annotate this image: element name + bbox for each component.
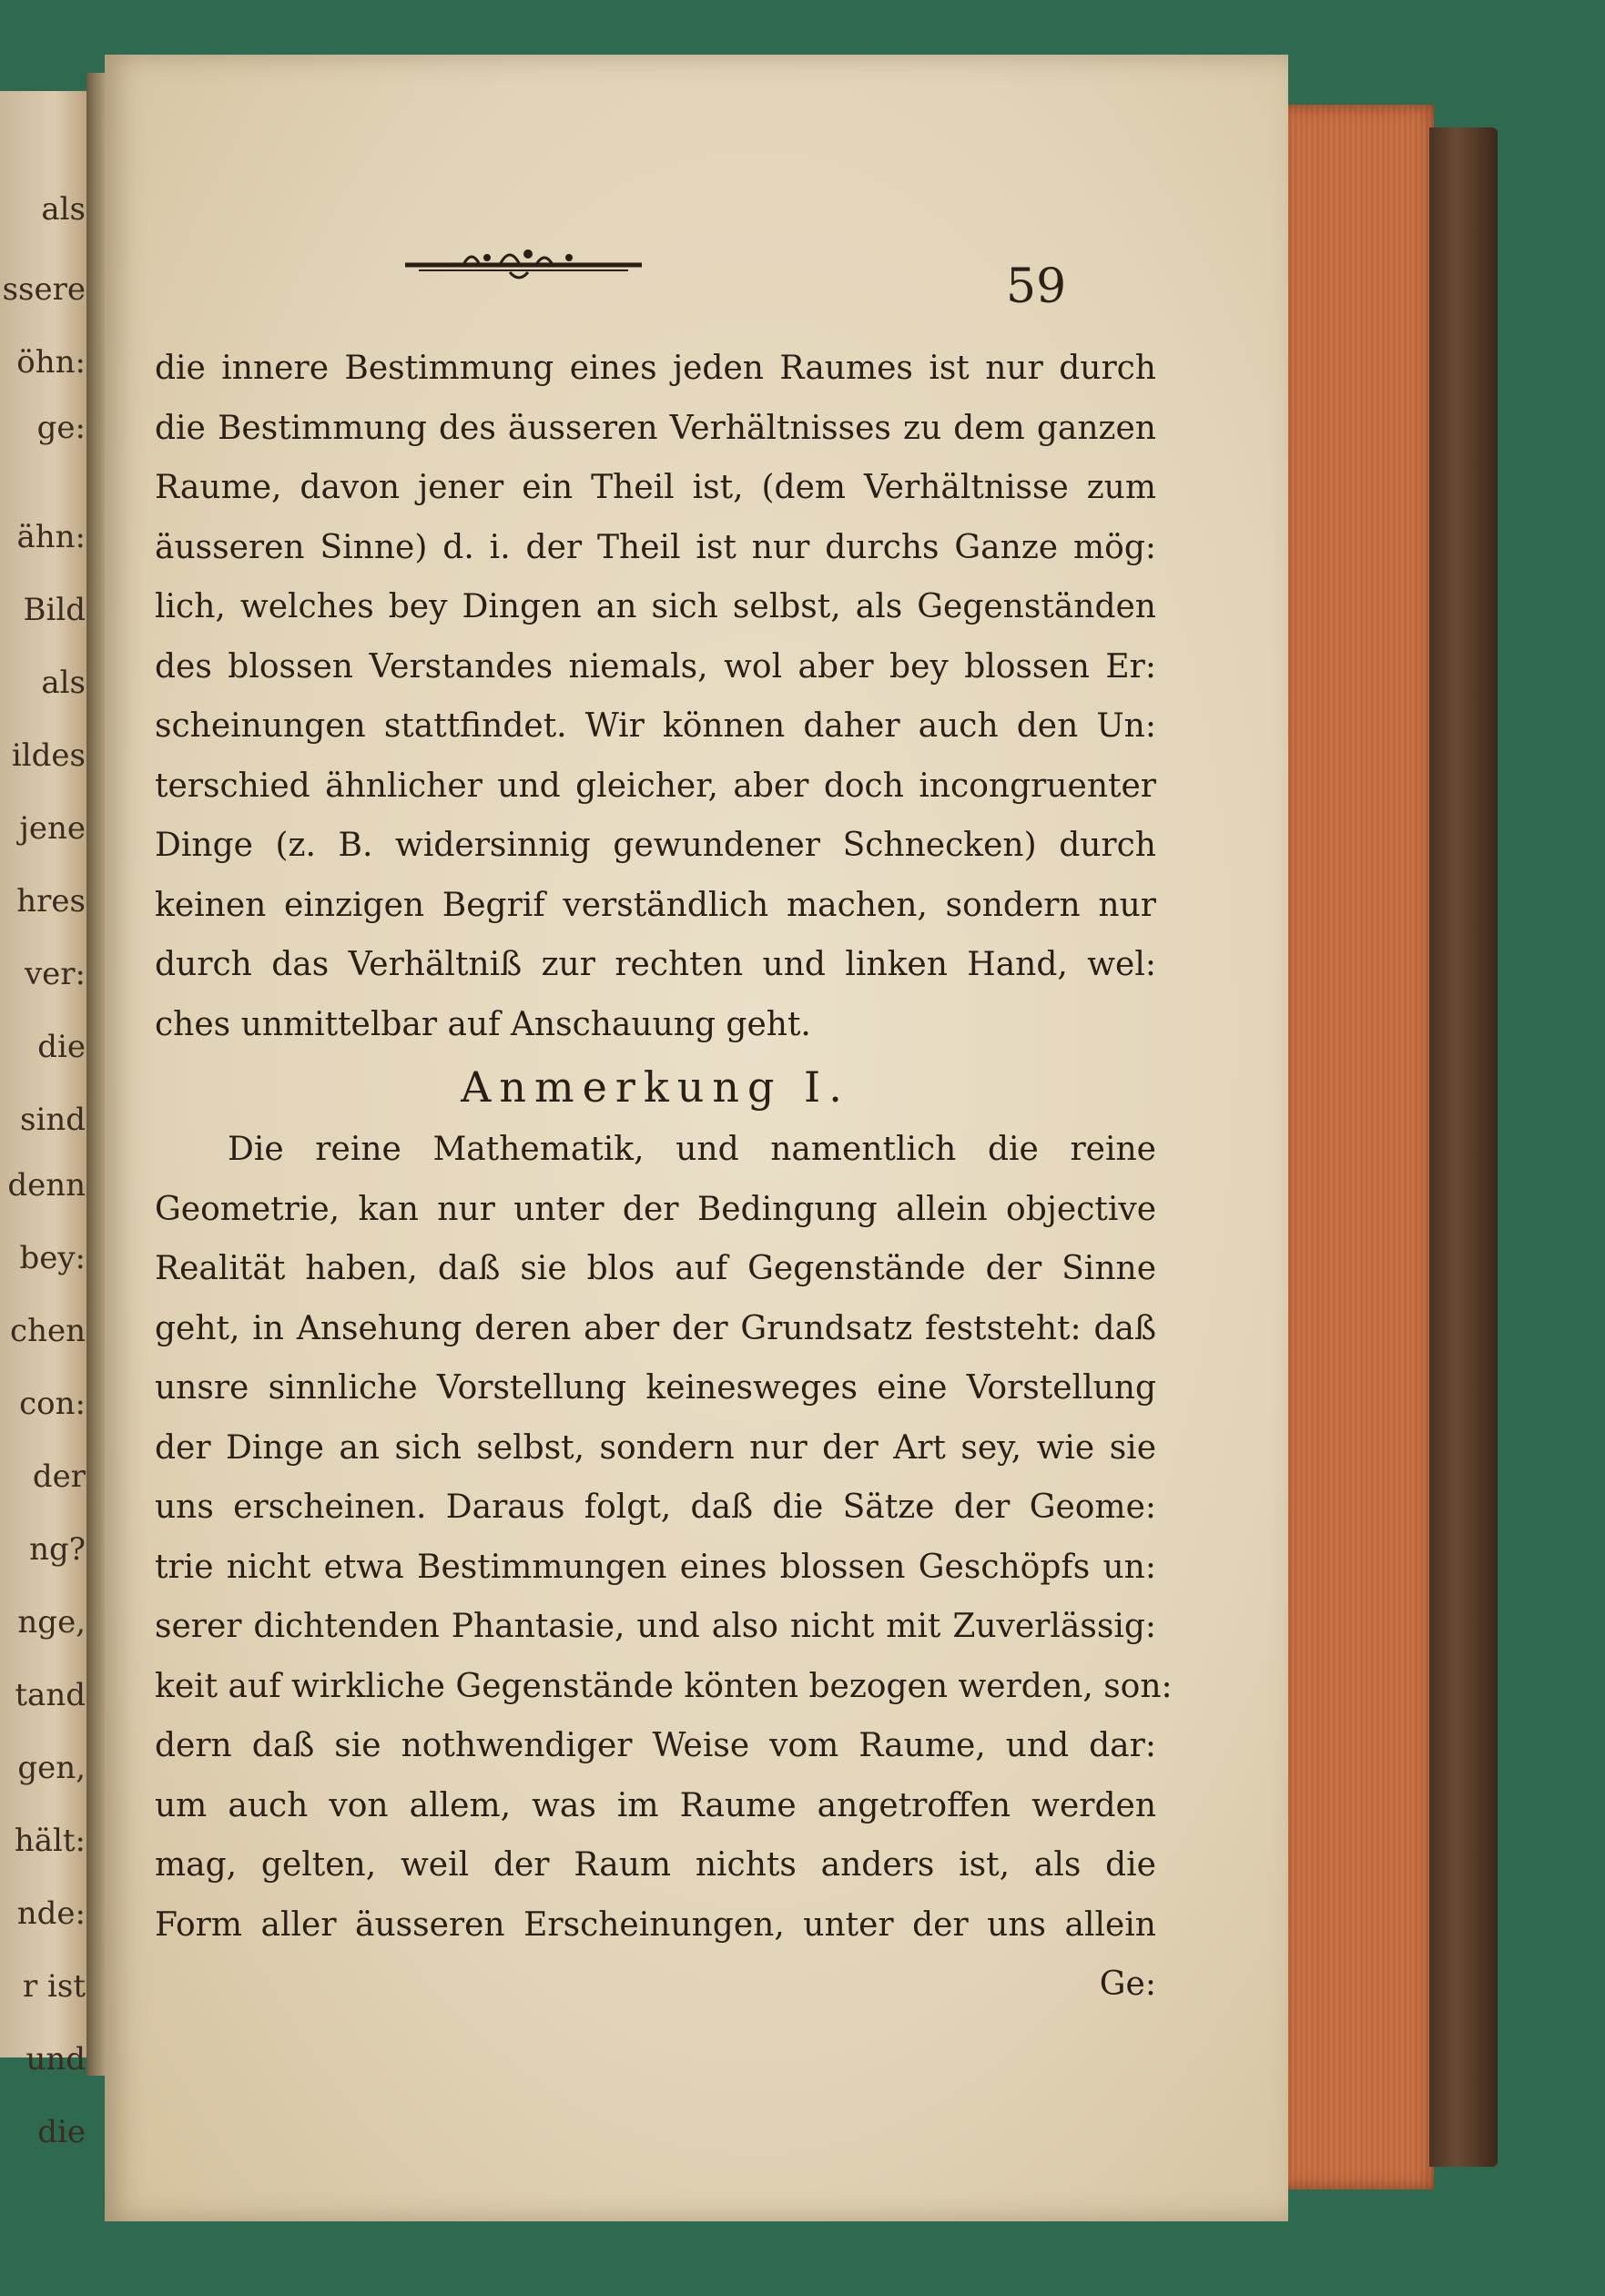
text-line: äusseren Sinne) d. i. der Theil ist nur durchs Ganze mög: xyxy=(155,528,1156,566)
left-page-fragment: denn xyxy=(7,1167,86,1204)
left-page-fragment: tand xyxy=(15,1677,86,1713)
left-page-fragment: als xyxy=(41,191,86,228)
left-page-fragment: jene xyxy=(19,810,86,847)
left-page-fragment: ng? xyxy=(29,1531,86,1568)
left-page-fragment: sind xyxy=(20,1102,86,1138)
catchword: Ge: xyxy=(1099,1966,1156,2003)
text-line: terschied ähnlicher und gleicher, aber doch incongruenter xyxy=(155,767,1156,805)
left-page-fragment: bey: xyxy=(19,1240,86,1276)
text-line: trie nicht etwa Bestimmungen eines blossen Geschöpfs un: xyxy=(155,1548,1156,1586)
left-page-fragment: Bild xyxy=(23,592,86,628)
text-line: mag, gelten, weil der Raum nichts anders ist, als die xyxy=(155,1846,1156,1884)
left-page-fragment: hres xyxy=(16,883,86,919)
text-line: keinen einzigen Begrif verständlich machen, sondern nur xyxy=(155,886,1156,924)
left-page-fragment: ähn: xyxy=(16,519,86,555)
left-page-fragment: ge: xyxy=(36,410,86,446)
left-page-fragment: hält: xyxy=(14,1823,86,1859)
ornament-icon xyxy=(401,241,646,287)
book xyxy=(0,18,1566,2267)
left-page-fragment: die xyxy=(37,1029,86,1065)
left-page-fragment: und xyxy=(25,2041,86,2078)
text-line: Die reine Mathematik, und namentlich die reine xyxy=(228,1131,1156,1168)
left-page-fragment: die xyxy=(37,2114,86,2150)
text-line: Raume, davon jener ein Theil ist, (dem Verhältnisse zum xyxy=(155,469,1156,506)
book-cover xyxy=(1429,127,1498,2167)
text-line: des blossen Verstandes niemals, wol aber bey blossen Er: xyxy=(155,647,1156,686)
left-page-fragment: gen, xyxy=(17,1750,86,1786)
left-page-fragment: ver: xyxy=(24,956,86,992)
page-number: 59 xyxy=(1006,259,1067,314)
text-line: die innere Bestimmung eines jeden Raumes ist nur durch xyxy=(155,350,1156,387)
left-page-fragment: ildes xyxy=(11,737,86,774)
left-page-fragment: ssere xyxy=(2,271,86,308)
left-page-fragment: con: xyxy=(19,1386,86,1422)
left-page-fragment: nde: xyxy=(16,1895,86,1932)
text-line: serer dichtenden Phantasie, und also nicht mit Zuverlässig: xyxy=(155,1608,1156,1645)
left-page-fragment: chen xyxy=(10,1313,86,1349)
page-edges xyxy=(1279,105,1434,2189)
left-page-fragment: nge, xyxy=(17,1604,86,1641)
text-line: scheinungen stattfindet. Wir können daher auch den Un: xyxy=(155,707,1156,745)
text-line: lich, welches bey Dingen an sich selbst, als Gegenständen xyxy=(155,588,1156,625)
text-line: Geometrie, kan nur unter der Bedingung allein objective xyxy=(155,1190,1156,1228)
text-line: der Dinge an sich selbst, sondern nur der Art sey, wie sie xyxy=(155,1428,1156,1467)
text-line: die Bestimmung des äusseren Verhältnisses zu dem ganzen xyxy=(155,409,1156,447)
text-line: Dinge (z. B. widersinnig gewundener Schnecken) durch xyxy=(155,827,1156,864)
text-line: unsre sinnliche Vorstellung keinesweges eine Vorstellung xyxy=(155,1369,1156,1407)
left-page-fragment: öhn: xyxy=(16,344,86,381)
text-line: uns erscheinen. Daraus folgt, daß die Sätze der Geome: xyxy=(155,1488,1156,1526)
left-page-fragment: r ist xyxy=(22,1968,86,2005)
text-block xyxy=(155,339,1173,2015)
text-line: ches unmittelbar auf Anschauung geht. xyxy=(155,1005,811,1043)
left-page-edge xyxy=(0,91,91,2150)
text-line: geht, in Ansehung deren aber der Grundsatz feststeht: daß xyxy=(155,1309,1156,1347)
text-line: um auch von allem, was im Raume angetroffen werden xyxy=(155,1786,1156,1824)
text-line: Realität haben, daß sie blos auf Gegenstände der Sinne xyxy=(155,1250,1156,1287)
left-page-fragment: der xyxy=(32,1458,86,1495)
text-line: dern daß sie nothwendiger Weise vom Raume, und dar: xyxy=(155,1727,1156,1764)
left-page-fragment: als xyxy=(41,665,86,701)
text-line: durch das Verhältniß zur rechten und linken Hand, wel: xyxy=(155,946,1156,983)
text-line: keit auf wirkliche Gegenstände könten bezogen werden, son: xyxy=(155,1667,1173,1705)
section-heading: Anmerkung I. xyxy=(461,1062,850,1112)
text-line: Form aller äusseren Erscheinungen, unter der uns allein xyxy=(155,1905,1156,1944)
